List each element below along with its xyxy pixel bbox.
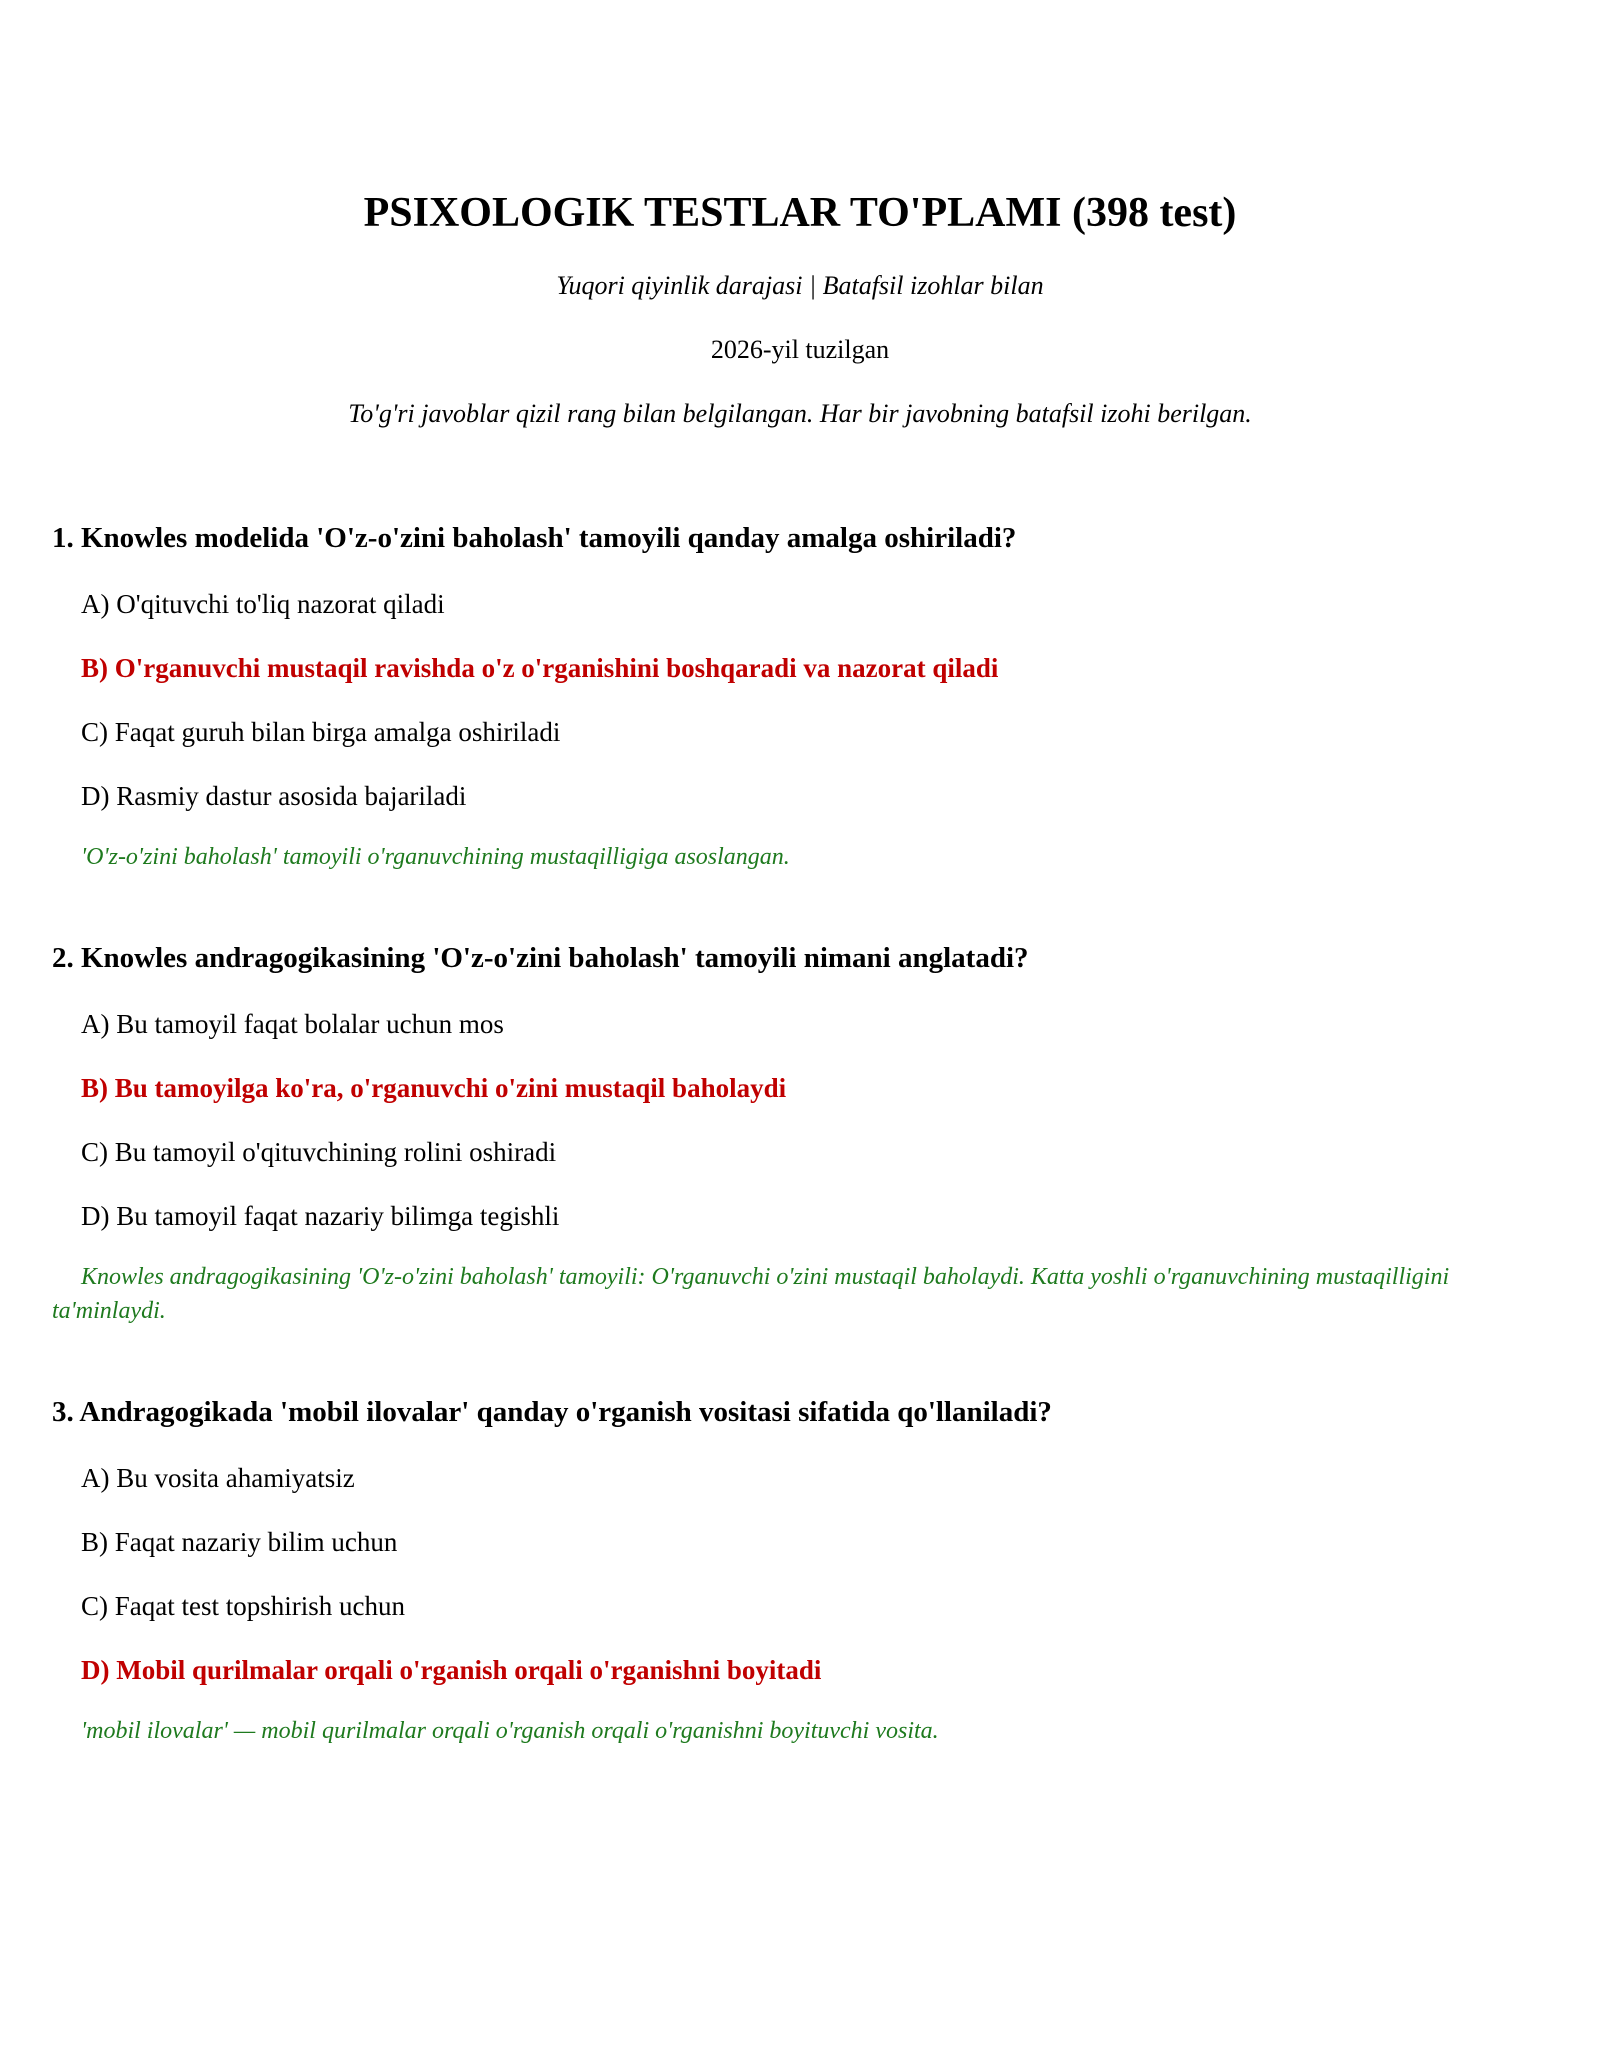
option-d-correct: D) Mobil qurilmalar orqali o'rganish orqali o'rganishni boyitadi (81, 1655, 822, 1685)
option-d: D) Rasmiy dastur asosida bajariladi (81, 781, 467, 811)
question-text: 1. Knowles modelida 'O'z-o'zini baholash' tamoyili qanday amalga oshiriladi? (52, 522, 1017, 554)
question-1 (52, 518, 1548, 874)
document-note: To'g'ri javoblar qizil rang bilan belgilangan. Har bir javobning batafsil izohi berilgan. (348, 399, 1252, 428)
question-2 (52, 938, 1548, 1328)
option-c: C) Bu tamoyil o'qituvchining rolini oshiradi (81, 1137, 557, 1167)
question-text: 2. Knowles andragogikasining 'O'z-o'zini baholash' tamoyili nimani anglatadi? (52, 942, 1029, 974)
option-d: D) Bu tamoyil faqat nazariy bilimga tegishli (81, 1201, 560, 1231)
option-list (52, 1460, 1548, 1688)
answer-explanation: Knowles andragogikasining 'O'z-o'zini baholash' tamoyili: O'rganuvchi o'zini mustaqil baholaydi. Katta yoshli o'rganuvchining mustaqilligini ta'minlaydi. (52, 1264, 1450, 1324)
option-a: A) O'qituvchi to'liq nazorat qiladi (81, 589, 445, 619)
question-list (52, 518, 1548, 1748)
document-header (52, 0, 1548, 432)
answer-explanation: 'mobil ilovalar' — mobil qurilmalar orqali o'rganish orqali o'rganishni boyituvchi vosita. (81, 1718, 939, 1744)
answer-explanation: 'O'z-o'zini baholash' tamoyili o'rganuvchining mustaqilligiga asoslangan. (81, 844, 790, 870)
question-text: 3. Andragogikada 'mobil ilovalar' qanday o'rganish vositasi sifatida qo'llaniladi? (52, 1396, 1052, 1428)
option-b-correct: B) Bu tamoyilga ko'ra, o'rganuvchi o'zini mustaqil baholaydi (81, 1073, 787, 1103)
question-3 (52, 1392, 1548, 1748)
document-year: 2026-yil tuzilgan (710, 335, 890, 364)
document-subtitle: Yuqori qiyinlik darajasi | Batafsil izohlar bilan (556, 271, 1044, 300)
option-b-correct: B) O'rganuvchi mustaqil ravishda o'z o'rganishini boshqaradi va nazorat qiladi (81, 653, 999, 683)
option-c: C) Faqat test topshirish uchun (81, 1591, 405, 1621)
option-c: C) Faqat guruh bilan birga amalga oshiriladi (81, 717, 561, 747)
option-list (52, 586, 1548, 814)
option-a: A) Bu vosita ahamiyatsiz (81, 1463, 355, 1493)
option-a: A) Bu tamoyil faqat bolalar uchun mos (81, 1009, 504, 1039)
option-b: B) Faqat nazariy bilim uchun (81, 1527, 398, 1557)
option-list (52, 1006, 1548, 1234)
document-title: PSIXOLOGIK TESTLAR TO'PLAMI (398 test) (363, 190, 1237, 236)
